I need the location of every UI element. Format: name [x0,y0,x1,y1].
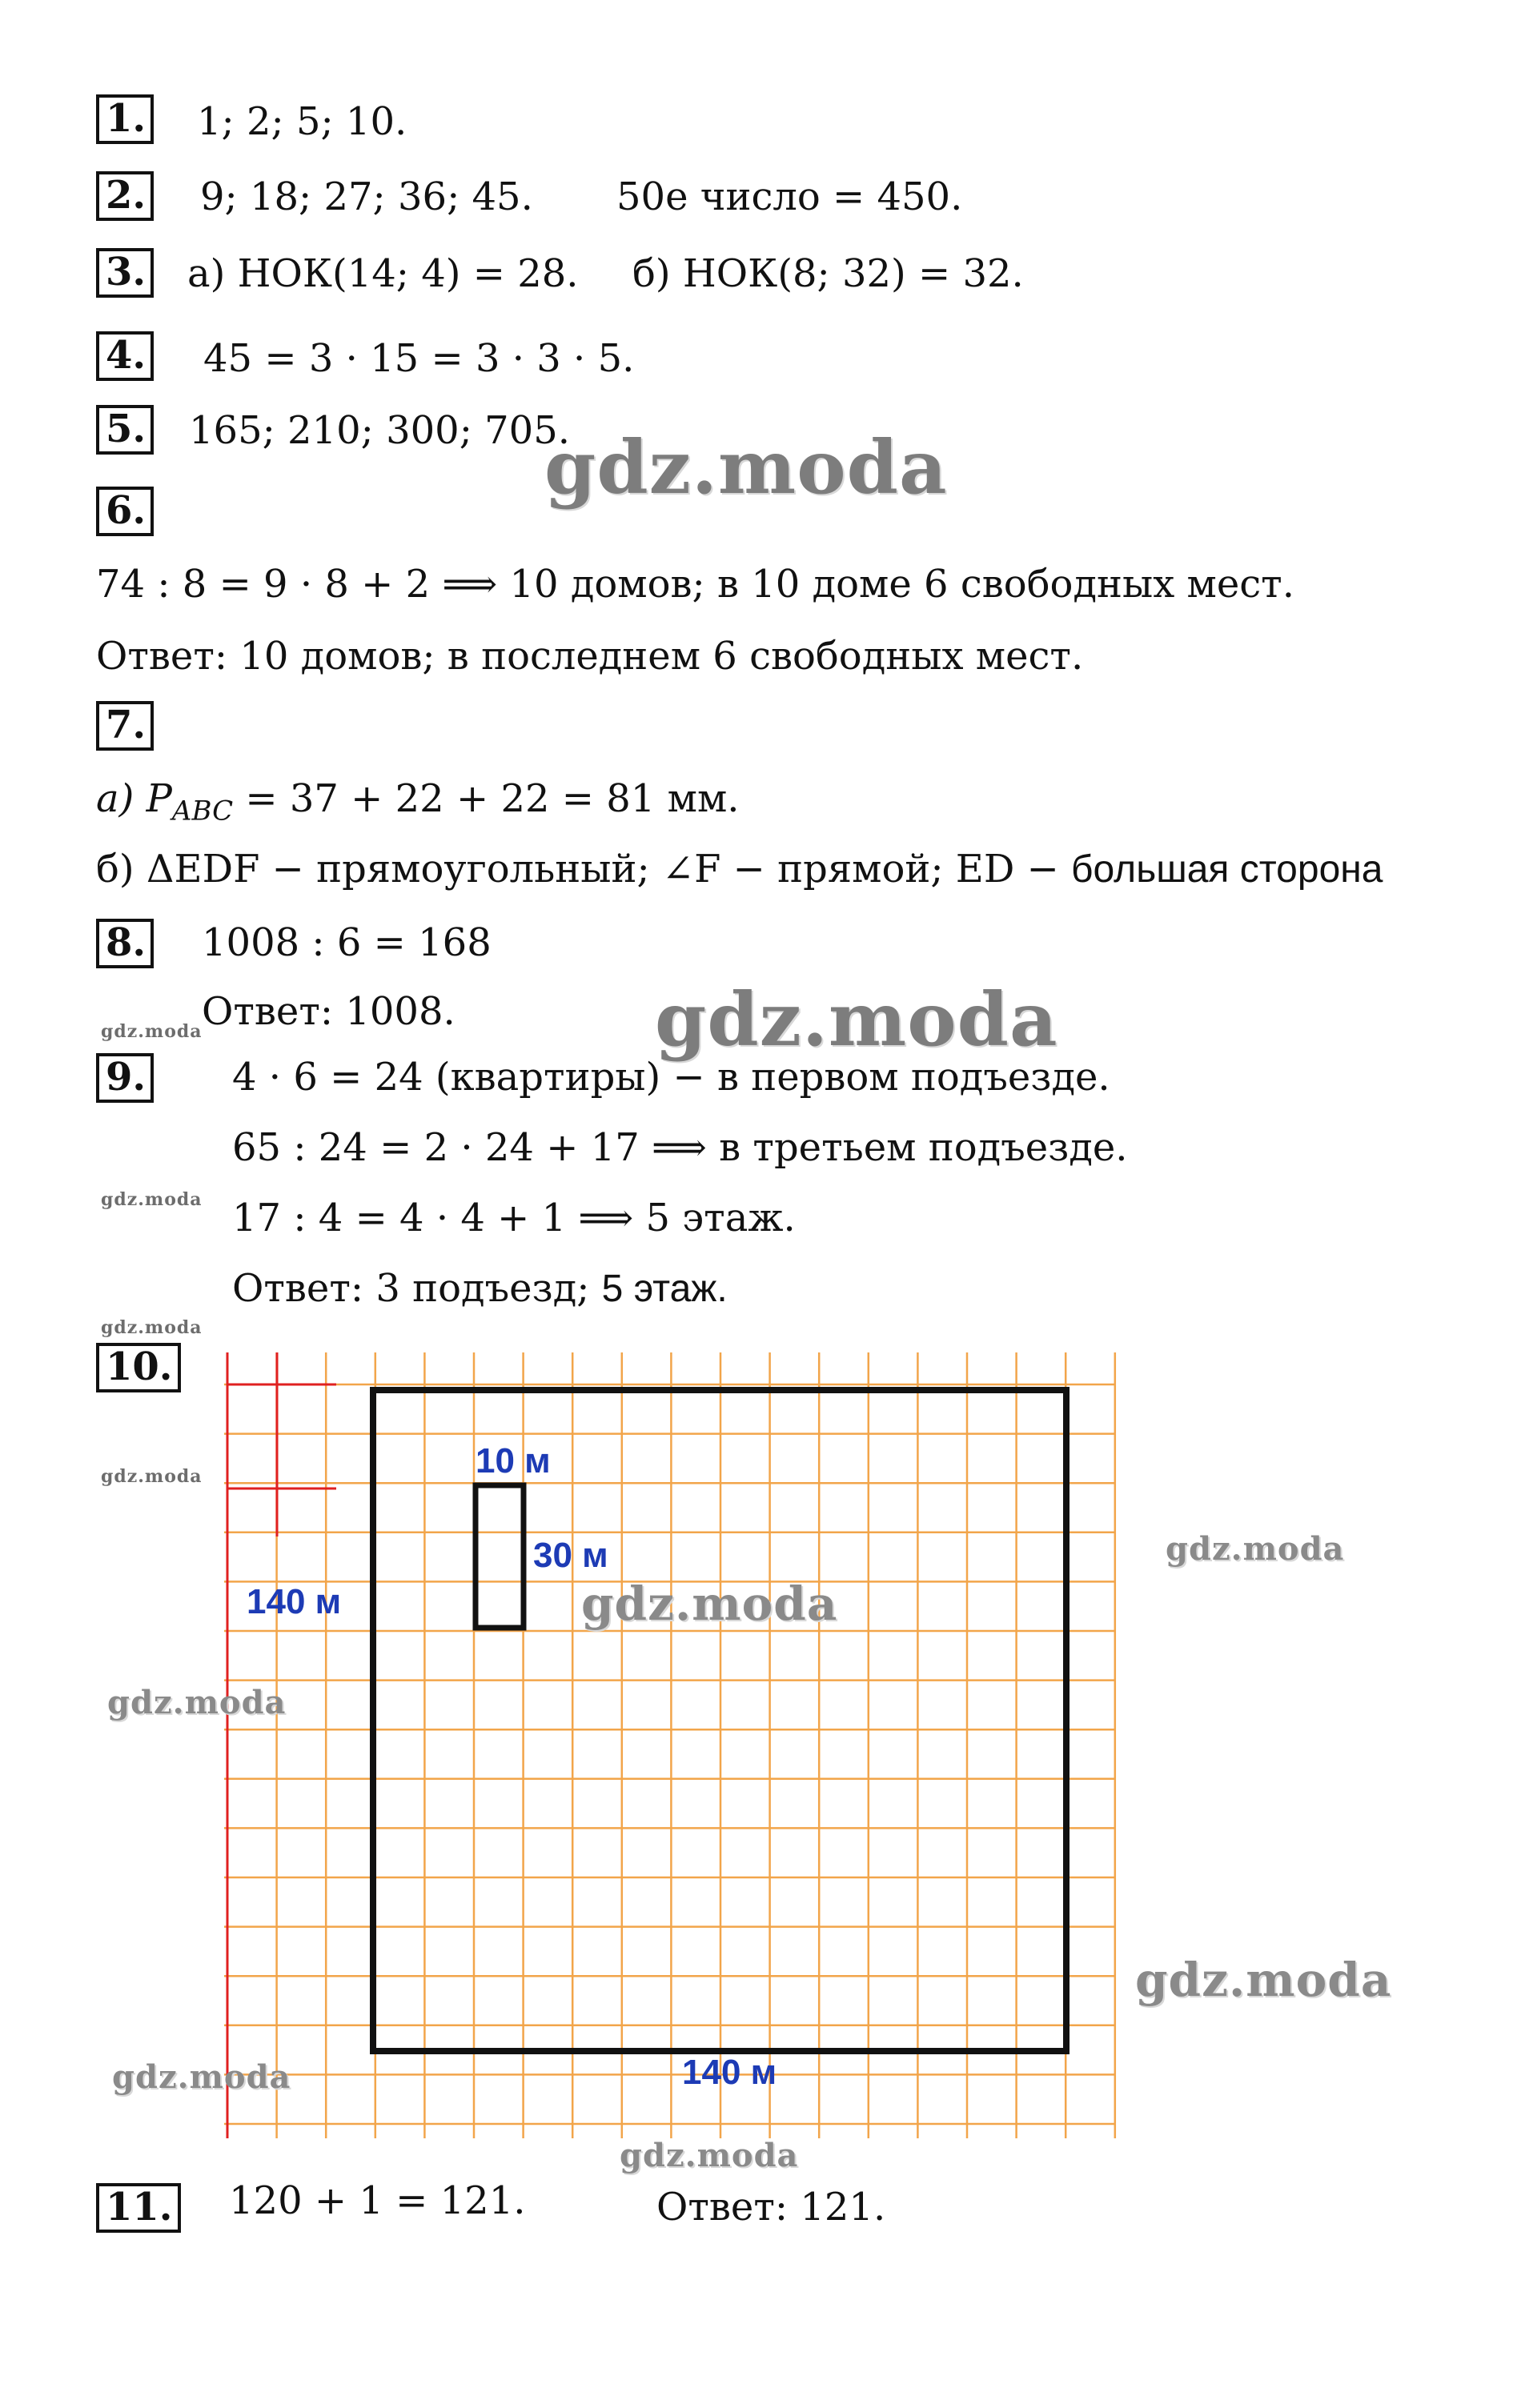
answer-5: 165; 210; 300; 705. [189,408,571,453]
answer-2-sequence: 9; 18; 27; 36; 45. [200,174,533,219]
answer-9-main: Ответ: 3 подъезд; [232,1266,602,1311]
solution-7a-rest: = 37 + 22 + 22 = 81 мм. [233,776,740,821]
problem-number-6: 6. [96,487,154,536]
solution-7b-end: большая сторона [1071,848,1383,891]
answer-3a: а) НОК(14; 4) = 28. [187,251,579,296]
answer-11: Ответ: 121. [656,2185,886,2230]
problem-number-11: 11. [96,2183,181,2233]
watermark: gdz.moda [107,1684,287,1721]
label-big-width: 140 м [682,2053,777,2092]
problem-number-3: 3. [96,248,154,298]
watermark: gdz.moda [581,1577,838,1631]
problem-number-2: 2. [96,171,154,221]
watermark: gdz.moda [101,1189,203,1210]
watermark: gdz.moda [112,2058,291,2096]
problem-number-7: 7. [96,701,154,751]
watermark: gdz.moda [101,1466,203,1487]
label-small-width: 10 м [476,1441,551,1480]
watermark: gdz.moda [1135,1953,1392,2007]
solution-9-line1: 4 · 6 = 24 (квартиры) − в первом подъезде. [232,1055,1110,1100]
watermark: gdz.moda [620,2137,799,2174]
label-small-height: 30 м [533,1536,608,1575]
watermark: gdz.moda [101,1317,203,1338]
answer-2-fiftieth: 50е число = 450. [616,174,963,219]
answer-6: Ответ: 10 домов; в последнем 6 свободных мест. [96,634,1084,679]
problem-number-8: 8. [96,919,154,968]
solution-9-line3: 17 : 4 = 4 · 4 + 1 ⟹ 5 этаж. [232,1196,796,1240]
solution-6: 74 : 8 = 9 · 8 + 2 ⟹ 10 домов; в 10 доме 6 свободных мест. [96,562,1294,607]
solution-11: 120 + 1 = 121. [229,2178,526,2223]
problem-number-9: 9. [96,1053,154,1103]
answer-1: 1; 2; 5; 10. [197,99,407,144]
watermark: gdz.moda [101,1021,203,1042]
problem-number-5: 5. [96,405,154,455]
watermark: gdz.moda [655,976,1058,1063]
label-big-height: 140 м [247,1582,342,1621]
problem-number-1: 1. [96,94,154,144]
small-rectangle [476,1485,524,1628]
solution-8: 1008 : 6 = 168 [202,920,492,965]
answer-8: Ответ: 1008. [202,989,456,1034]
problem-number-10: 10. [96,1343,181,1392]
answer-4: 45 = 3 · 15 = 3 · 3 · 5. [203,336,635,381]
solution-7a-sub: ABC [171,795,234,827]
answer-9-end: 5 этаж. [601,1268,728,1310]
watermark: gdz.moda [544,424,948,511]
solution-9-line2: 65 : 24 = 2 · 24 + 17 ⟹ в третьем подъезде. [232,1125,1128,1170]
solution-7a-p: а) P [96,776,172,821]
problem-number-4: 4. [96,331,154,381]
grid-lines [224,1352,1116,2138]
watermark: gdz.moda [1166,1530,1345,1568]
solution-7b-main: б) ΔEDF − прямоугольный; ∠F − прямой; ED − [96,847,1072,891]
answer-3b: б) НОК(8; 32) = 32. [632,251,1024,296]
